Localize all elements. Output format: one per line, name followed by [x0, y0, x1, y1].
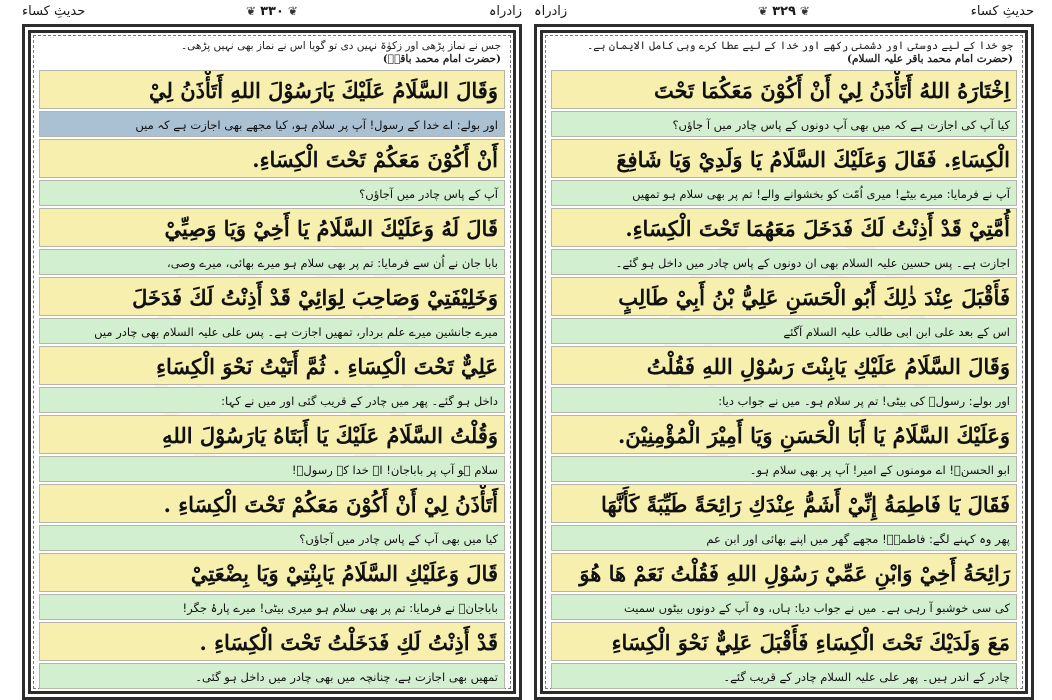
urdu-translation-line: باباجانؐ نے فرمایا: تم پر بھی سلام ہو میری بیٹی! میرے پارۂ جگر!	[39, 594, 505, 620]
page-number: ❦ ۳۳۰ ❦	[242, 4, 302, 19]
urdu-translation-line: اس کے بعد علی ابن ابی طالب علیہ السلام آگئے	[551, 318, 1017, 344]
chapter-title: حدیثِ کساء	[22, 4, 86, 19]
arabic-verse-line: رَائِحَةُ أَخِيْ وَابْنِ عَمِّيْ رَسُوْلِ اللهِ فَقُلْتُ نَعَمْ هَا هُوَ	[551, 553, 1017, 592]
urdu-translation-line: اجازت ہے۔ پس حسین علیہ السلام بھی ان دونوں کے پاس چادر میں داخل ہو گئے۔	[551, 249, 1017, 275]
intro-quote	[43, 40, 501, 66]
arabic-verse-line: وَخَلِيْفَتِيْ وَصَاحِبَ لِوَائِيْ قَدْ أَذِنْتُ لَكَ فَدَخَلَ	[39, 277, 505, 316]
arabic-verse-line: أَنْ أَكُوْنَ مَعَكُمْ تَحْتَ الْكِسَاءِ.	[39, 139, 505, 178]
urdu-translation-line: اور بولے: اے خدا کے رسول! آپ پر سلام ہو، کیا مجھے بھی اجازت ہے کہ میں	[39, 111, 505, 137]
page-number: ❦ ۳۲۹ ❦	[754, 4, 814, 19]
urdu-translation-line: کی سی خوشبو آ رہی ہے۔ میں نے جواب دیا: ہاں، وہ آپ کے دونوں بیٹوں سمیت	[551, 594, 1017, 620]
page-header	[534, 2, 1034, 24]
urdu-translation-line: میرے جانشین میرے علم بردار، تمھیں اجازت ہے۔ پس علی علیہ السلام بھی چادر میں	[39, 318, 505, 344]
arabic-verse-line: وَعَلَيْكَ السَّلَامُ يَا أَبَا الْحَسَنِ وَيَا أَمِيْرَ الْمُؤْمِنِيْنَ.	[551, 415, 1017, 454]
urdu-translation-line: کیا میں بھی آپ کے پاس چادر میں آجاؤں؟	[39, 525, 505, 551]
page-header	[22, 2, 522, 24]
text-rows	[39, 70, 505, 689]
book-title: زادراہ	[534, 4, 568, 19]
arabic-verse-line: أَتَأْذَنُ لِيْ أَنْ أَكُوْنَ مَعَكُمْ تَحْتَ الْكِسَاءِ .	[39, 484, 505, 523]
book-title: زادراہ	[488, 4, 522, 19]
urdu-translation-line: سلام ہو آپ پر باباجان! اے خدا کے رسولؐ!	[39, 456, 505, 482]
ornamental-frame	[534, 24, 1034, 700]
urdu-translation-line: پھر وہ کہنے لگے: فاطمہؑ! مجھے گھر میں اپنے بھائی اور ابن عم	[551, 525, 1017, 551]
urdu-translation-line: چادر کے اندر ہیں۔ پھر علی علیہ السلام چادر کے قریب گئے۔	[551, 663, 1017, 689]
right-page	[534, 0, 1034, 700]
arabic-verse-line: قَدْ أَذِنْتُ لَكِ فَدَخَلْتُ تَحْتَ الْكِسَاءِ .	[39, 622, 505, 661]
intro-quote-text: جو خدا کے لیے دوستی اور دشمنی رکھے اور خدا کے لیے عطا کرے وہی کامل الایمان ہے۔	[587, 40, 1013, 52]
arabic-verse-line: أُمَّتِيْ قَدْ أَذِنْتُ لَكَ فَدَخَلَ مَعَهُمَا تَحْتَ الْكِسَاءِ.	[551, 208, 1017, 247]
arabic-verse-line: وَقَالَ السَّلَامُ عَلَيْكَ يَارَسُوْلَ اللهِ أَتَأْذَنُ لِيْ	[39, 70, 505, 109]
arabic-verse-line: مَعَ وَلَدَيْكَ تَحْتَ الْكِسَاءِ فَأَقْبَلَ عَلِيٌّ نَحْوَ الْكِسَاءِ	[551, 622, 1017, 661]
arabic-verse-line: فَأَقْبَلَ عِنْدَ ذٰلِكَ أَبُو الْحَسَنِ عَلِيُّ بْنُ أَبِيْ طَالِبٍ	[551, 277, 1017, 316]
text-rows	[551, 70, 1017, 689]
arabic-verse-line: قَالَ وَعَلَيْكِ السَّلَامُ يَابِنْتِيْ وَيَا بِضْعَتِيْ	[39, 553, 505, 592]
urdu-translation-line: اور بولے: رسولؐ کی بیٹی! تم پر سلام ہو۔ میں نے جواب دیا:	[551, 387, 1017, 413]
intro-quote-source: (حضرت امام محمد باقرؑ)	[382, 53, 501, 65]
intro-quote-source: (حضرت امام محمد باقر علیہ السلام)	[847, 53, 1013, 65]
left-page	[22, 0, 522, 700]
arabic-verse-line: عَلِيٌّ تَحْتَ الْكِسَاءِ . ثُمَّ أَتَيْتُ نَحْوَ الْكِسَاءِ	[39, 346, 505, 385]
urdu-translation-line: آپ نے فرمایا: میرے بیٹے! میری اُمّت کو بخشوانے والے! تم پر بھی سلام ہو تمھیں	[551, 180, 1017, 206]
chapter-title: حدیثِ کساء	[970, 4, 1034, 19]
urdu-translation-line: بابا جان نے اُن سے فرمایا: تم پر بھی سلام ہو میرے بھائی، میرے وصی،	[39, 249, 505, 275]
urdu-translation-line: ابو الحسنؑ! اے مومنوں کے امیر! آپ پر بھی سلام ہو۔	[551, 456, 1017, 482]
arabic-verse-line: اِخْتَارَهُ اللهُ أَتَأْذَنُ لِيْ أَنْ أَكُوْنَ مَعَكُمَا تَحْتَ	[551, 70, 1017, 109]
arabic-verse-line: وَقَالَ السَّلَامُ عَلَيْكِ يَابِنْتَ رَسُوْلِ اللهِ فَقُلْتُ	[551, 346, 1017, 385]
ornamental-frame	[22, 24, 522, 700]
arabic-verse-line: الْكِسَاءِ. فَقَالَ وَعَلَيْكَ السَّلَامُ يَا وَلَدِيْ وَيَا شَافِعَ	[551, 139, 1017, 178]
arabic-verse-line: فَقَالَ يَا فَاطِمَةُ إِنِّيْ أَشَمُّ عِنْدَكِ رَائِحَةً طَيِّبَةً كَأَنَّهَا	[551, 484, 1017, 523]
intro-quote-text: جس نے نماز پڑھی اور زکوٰۃ نہیں دی تو گویا اس نے نماز بھی نہیں پڑھی۔	[181, 40, 501, 52]
urdu-translation-line: کیا آپ کی اجازت ہے کہ میں بھی آپ دونوں کے پاس چادر میں آ جاؤں؟	[551, 111, 1017, 137]
arabic-verse-line: وَقُلْتُ السَّلَامُ عَلَيْكَ يَا أَبَتَاهُ يَارَسُوْلَ اللهِ	[39, 415, 505, 454]
urdu-translation-line: داخل ہو گئے۔ پھر میں چادر کے قریب گئی اور میں نے کہا:	[39, 387, 505, 413]
intro-quote	[555, 40, 1013, 66]
arabic-verse-line: قَالَ لَهُ وَعَلَيْكَ السَّلَامُ يَا أَخِيْ وَيَا وَصِيِّيْ	[39, 208, 505, 247]
urdu-translation-line: تمھیں بھی اجازت ہے، چنانچہ میں بھی چادر میں داخل ہو گئی۔	[39, 663, 505, 689]
urdu-translation-line: آپ کے پاس چادر میں آجاؤں؟	[39, 180, 505, 206]
